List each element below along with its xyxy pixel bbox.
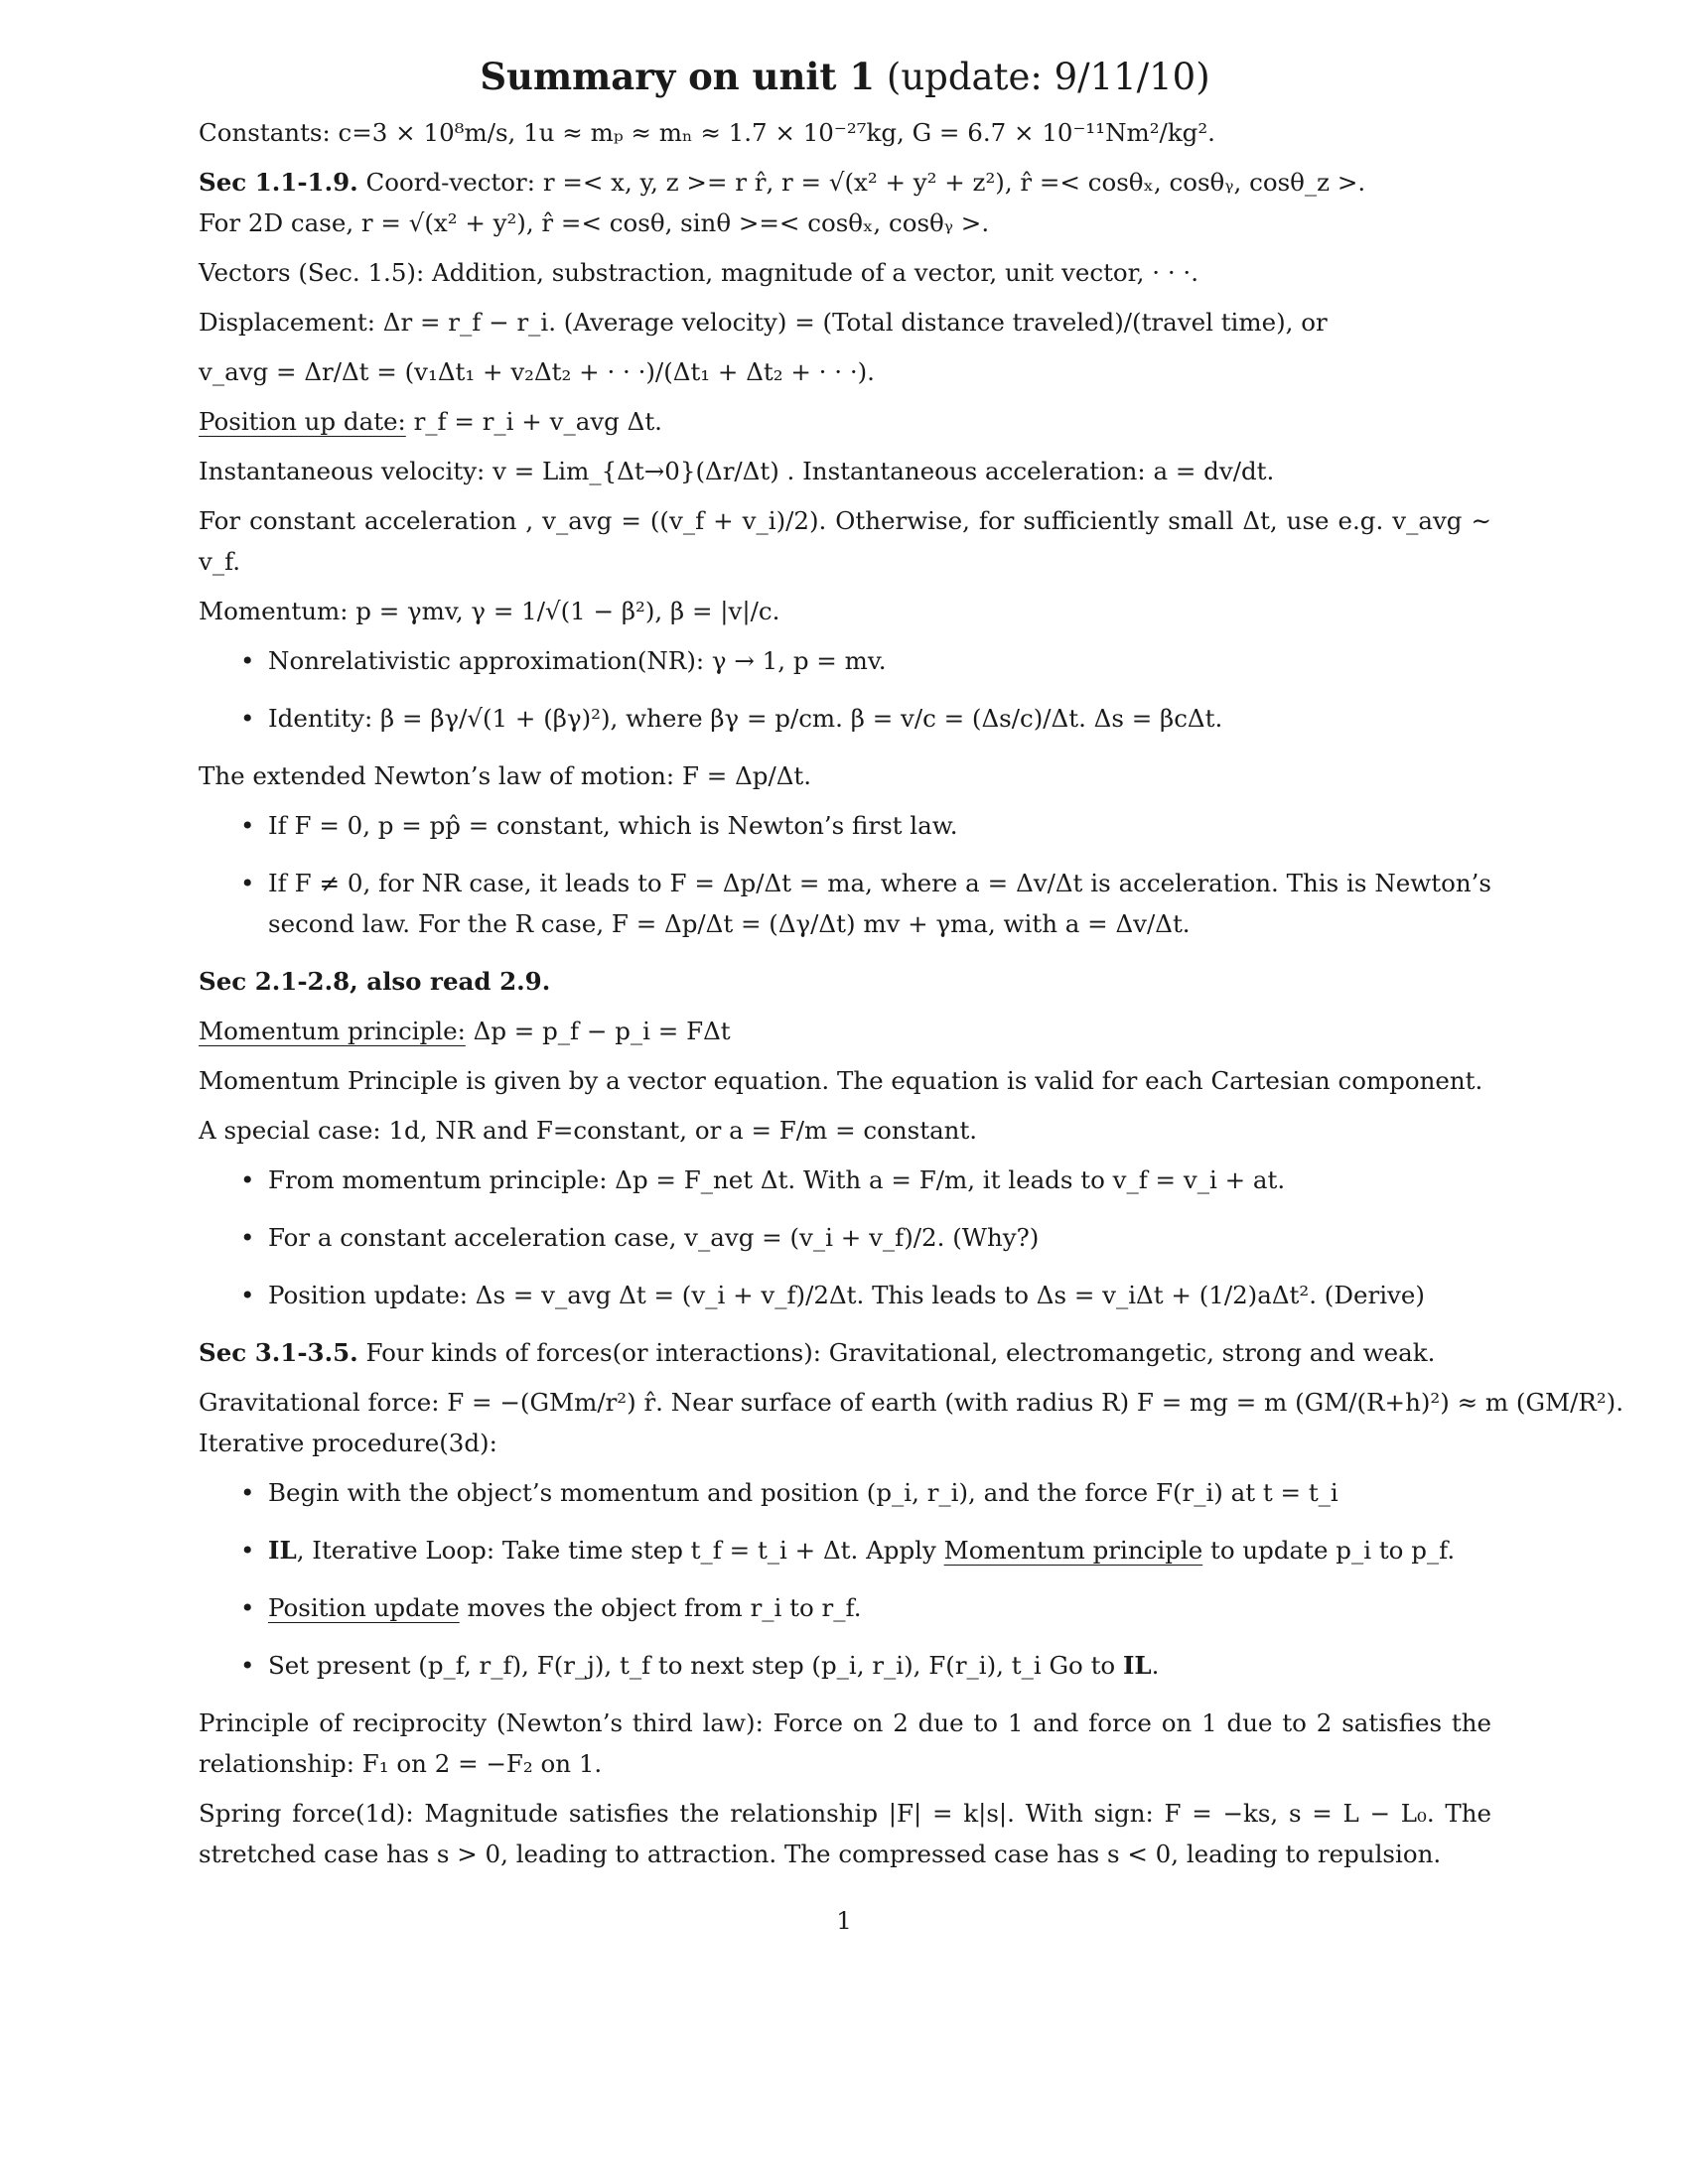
vector-eq-line: Momentum Principle is given by a vector equation. The equation is valid for each Cartesian component. xyxy=(199,1066,1483,1095)
instantaneous-line: Instantaneous velocity: v = Lim_{Δt→0}(Δr/Δt) . Instantaneous acceleration: a = dv/dt. xyxy=(199,457,1275,485)
constants-line: Constants: c=3 × 10⁸m/s, 1u ≈ mₚ ≈ mₙ ≈ 1.7 × 10⁻²⁷kg, G = 6.7 × 10⁻¹¹Nm²/kg². xyxy=(199,118,1215,147)
title-bold: Summary on unit 1 xyxy=(480,55,876,98)
momentum-principle-line xyxy=(199,1011,1491,1051)
position-update-label: Position up date: xyxy=(199,407,406,436)
momentum-line: Momentum: p = γmv, γ = 1/√(1 − β²), β = |v|/c. xyxy=(199,597,780,625)
reciprocity-paragraph: Principle of reciprocity (Newton’s third law): Force on 2 due to 1 and force on 1 due to 2 satisfies the relationship: F₁ on 2 = −F₂ on 1. xyxy=(199,1708,1491,1778)
sec1-twod: For 2D case, r = √(x² + y²), r̂ =< cosθ, sinθ >=< cosθₓ, cosθᵧ >. xyxy=(199,208,990,237)
list-item: • Set present (p_f, r_f), F(r_j), t_f to next step (p_i, r_i), F(r_i), t_i Go to IL. xyxy=(240,1651,1160,1680)
list-item: • Identity: β = βγ/√(1 + (βγ)²), where βγ = p/cm. β = v/c = (Δs/c)/Δt. Δs = βcΔt. xyxy=(240,704,1223,733)
vavg-line: v_avg = Δr/Δt = (v₁Δt₁ + v₂Δt₂ + · · ·)/(Δt₁ + Δt₂ + · · ·). xyxy=(199,357,875,386)
page-number: 1 xyxy=(836,1906,852,1935)
list-item: • Position update moves the object from r_i to r_f. xyxy=(240,1593,862,1622)
document-page xyxy=(199,55,1623,1883)
vectors-line: Vectors (Sec. 1.5): Addition, substraction, magnitude of a vector, unit vector, · · ·. xyxy=(199,258,1198,287)
gravity-line: Gravitational force: F = −(GMm/r²) r̂. Near surface of earth (with radius R) F = mg = m (GM/(R+h)²) ≈ m (GM/R²). xyxy=(199,1388,1623,1417)
title-update: (update: 9/11/10) xyxy=(886,56,1210,98)
iterative-line: Iterative procedure(3d): xyxy=(199,1429,497,1457)
sec3-forces: Four kinds of forces(or interactions): Gravitational, electromangetic, strong and weak. xyxy=(357,1338,1436,1367)
sec3-forces-line xyxy=(199,1332,1491,1373)
momentum-bullets xyxy=(199,640,1491,739)
sec3-heading: Sec 3.1-3.5. xyxy=(199,1338,358,1367)
list-item: • If F ≠ 0, for NR case, it leads to F = Δp/Δt = ma, where a = Δv/Δt is acceleration. This is Newton’s second law. For the R case, F = Δp/Δt = (Δγ/Δt) mv + γma, with a = Δv/Δt. xyxy=(240,869,1491,938)
spring-paragraph: Spring force(1d): Magnitude satisfies the relationship |F| = k|s|. With sign: F = −ks, s = L − L₀. The stretched case has s > 0, leading to attraction. The compressed case has s < 0, leading to repulsion. xyxy=(199,1799,1491,1868)
newton-line: The extended Newton’s law of motion: F = Δp/Δt. xyxy=(199,761,812,790)
list-item: • Begin with the object’s momentum and position (p_i, r_i), and the force F(r_i) at t = t_i xyxy=(240,1478,1338,1507)
page-title xyxy=(199,55,1491,98)
list-item: • Position update: Δs = v_avg Δt = (v_i + v_f)/2Δt. This leads to Δs = v_iΔt + (1/2)aΔt². (Derive) xyxy=(240,1281,1425,1309)
newton-bullets xyxy=(199,805,1491,944)
momentum-principle-label: Momentum principle: xyxy=(199,1017,466,1045)
sec2-heading: Sec 2.1-2.8, also read 2.9. xyxy=(199,967,551,996)
list-item: • IL, Iterative Loop: Take time step t_f = t_i + Δt. Apply Momentum principle to update p_i to p_f. xyxy=(240,1536,1456,1565)
list-item: • Nonrelativistic approximation(NR): γ → 1, p = mv. xyxy=(240,646,887,675)
sec1-heading: Sec 1.1-1.9. xyxy=(199,168,358,197)
iterative-bullets xyxy=(199,1472,1491,1686)
position-update-eq: r_f = r_i + v_avg Δt. xyxy=(405,407,662,436)
displacement-line: Displacement: Δr = r_f − r_i. (Average velocity) = (Total distance traveled)/(travel time), or xyxy=(199,308,1328,337)
constant-acc-line: For constant acceleration , v_avg = ((v_f + v_i)/2). Otherwise, for sufficiently small Δt, use e.g. v_avg ∼ v_f. xyxy=(199,506,1491,576)
sec1-coord-line xyxy=(199,162,1491,203)
list-item: • From momentum principle: Δp = F_net Δt. With a = F/m, it leads to v_f = v_i + at. xyxy=(240,1165,1286,1194)
list-item: • For a constant acceleration case, v_avg = (v_i + v_f)/2. (Why?) xyxy=(240,1223,1040,1252)
position-update-line xyxy=(199,401,1491,442)
special-case-bullets xyxy=(199,1160,1491,1315)
list-item: • If F = 0, p = pp̂ = constant, which is Newton’s first law. xyxy=(240,811,958,840)
sec1-coord: Coord-vector: r =< x, y, z >= r r̂, r = √(x² + y² + z²), r̂ =< cosθₓ, cosθᵧ, cosθ_z >. xyxy=(365,168,1366,197)
momentum-principle-eq: Δp = p_f − p_i = FΔt xyxy=(465,1017,731,1045)
special-case-line: A special case: 1d, NR and F=constant, or a = F/m = constant. xyxy=(199,1116,978,1145)
